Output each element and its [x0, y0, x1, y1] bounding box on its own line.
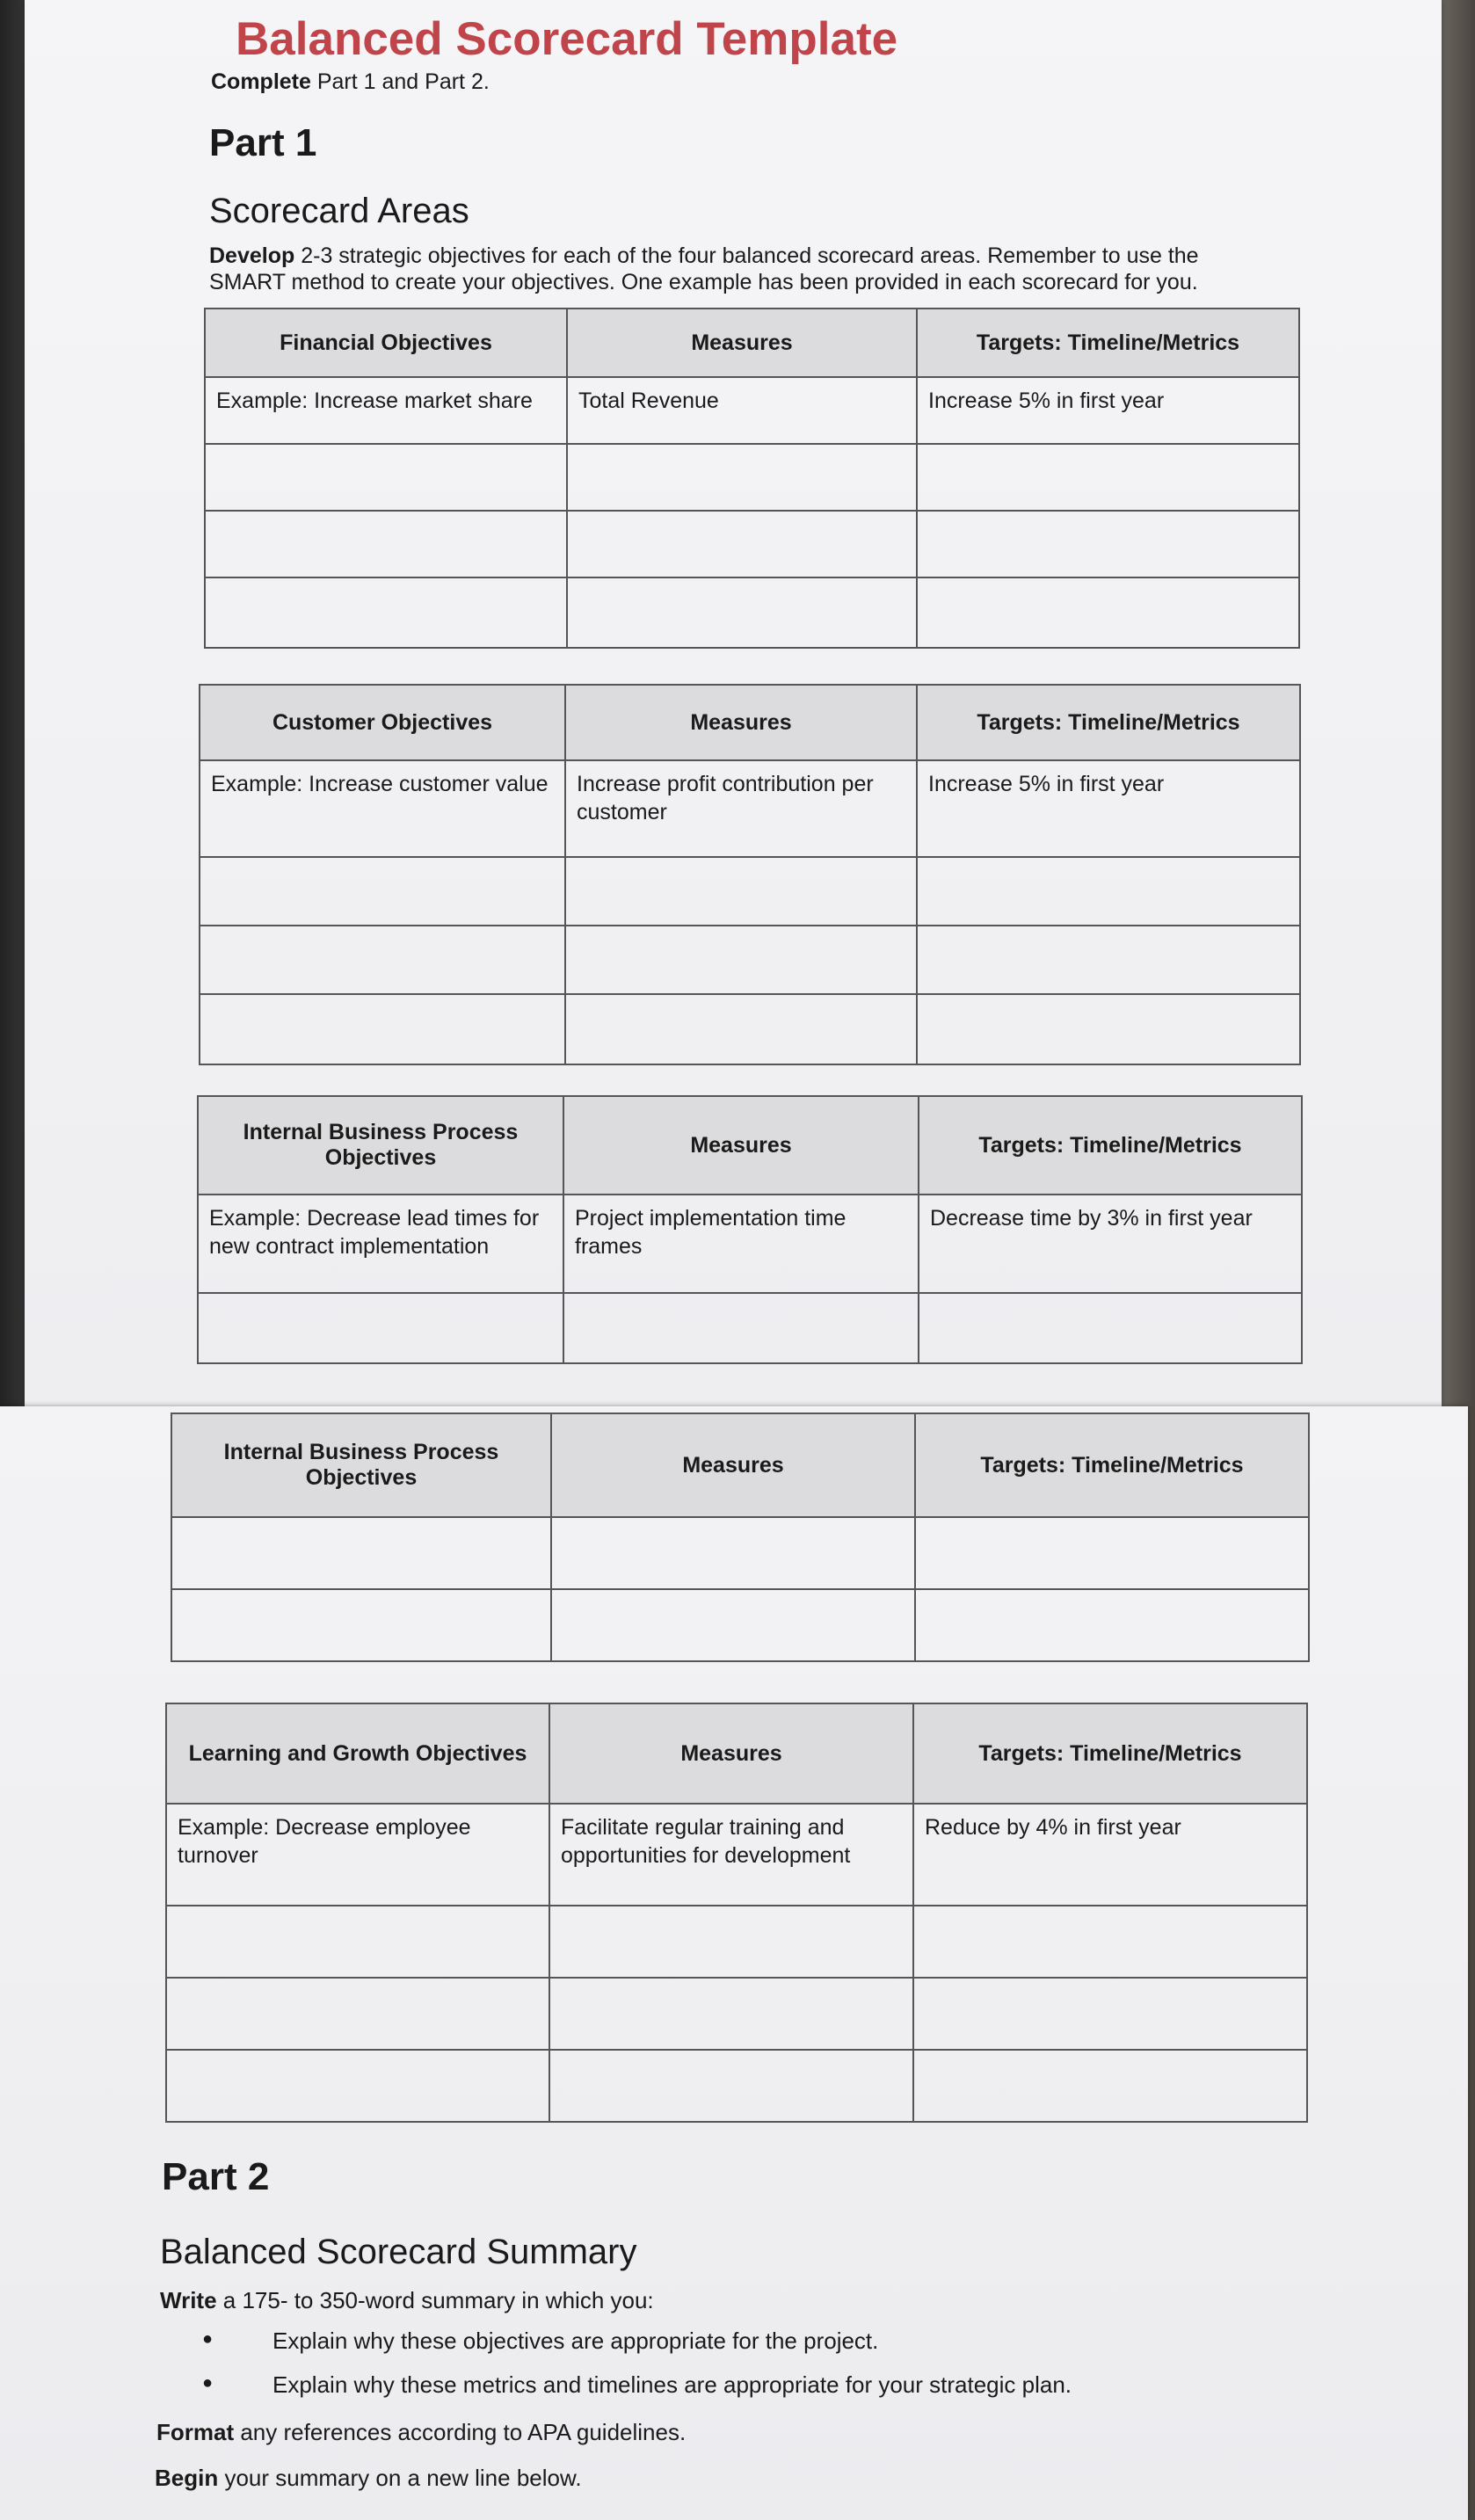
- financial-example-objective[interactable]: Example: Increase market share: [205, 377, 567, 444]
- table-cell[interactable]: [913, 1906, 1307, 1978]
- financial-header-measures: Measures: [567, 309, 917, 377]
- internal1-header-targets: Targets: Timeline/Metrics: [919, 1096, 1302, 1195]
- table-cell[interactable]: [915, 1517, 1309, 1589]
- table-cell[interactable]: [563, 1293, 919, 1363]
- page-one: [25, 0, 1442, 1406]
- table-cell[interactable]: [166, 1906, 549, 1978]
- customer-example-target[interactable]: Increase 5% in first year: [917, 760, 1300, 857]
- financial-header-targets: Targets: Timeline/Metrics: [917, 309, 1299, 377]
- table-cell[interactable]: [565, 857, 917, 926]
- table-cell[interactable]: [551, 1517, 915, 1589]
- table-cell[interactable]: [171, 1589, 551, 1661]
- format-text: any references according to APA guidelines.: [234, 2419, 687, 2445]
- format-keyword: Format: [156, 2419, 235, 2445]
- table-cell[interactable]: [205, 511, 567, 577]
- write-instruction: [160, 2287, 654, 2313]
- table-cell[interactable]: [549, 1978, 913, 2050]
- internal2-header-measures: Measures: [551, 1413, 915, 1517]
- internal1-header-objectives: Internal Business Process Objectives: [198, 1096, 563, 1195]
- develop-line-2: SMART method to create your objectives. One example has been provided in each scorecard for you.: [209, 270, 1198, 294]
- intro-text: Part 1 and Part 2.: [310, 69, 490, 94]
- page-two: [0, 1406, 1468, 2520]
- write-keyword: Write: [160, 2287, 217, 2313]
- table-cell[interactable]: [919, 1293, 1302, 1363]
- internal2-header-objectives: Internal Business Process Objectives: [171, 1413, 551, 1517]
- customer-header-objectives: Customer Objectives: [200, 685, 565, 760]
- intro-line: [211, 69, 490, 95]
- table-cell[interactable]: [913, 2050, 1307, 2122]
- learning-header-measures: Measures: [549, 1703, 913, 1804]
- table-cell[interactable]: [567, 511, 917, 577]
- table-cell[interactable]: [913, 1978, 1307, 2050]
- table-cell[interactable]: [200, 926, 565, 994]
- table-cell[interactable]: [171, 1517, 551, 1589]
- table-cell[interactable]: [917, 857, 1300, 926]
- table-cell[interactable]: [549, 1906, 913, 1978]
- format-instruction: [156, 2419, 686, 2445]
- table-cell[interactable]: [917, 926, 1300, 994]
- internal-process-table-2: [171, 1413, 1310, 1662]
- table-cell[interactable]: [166, 1978, 549, 2050]
- table-cell[interactable]: [551, 1589, 915, 1661]
- learning-example-measure[interactable]: Facilitate regular training and opportunities for development: [549, 1804, 913, 1906]
- customer-header-measures: Measures: [565, 685, 917, 760]
- customer-table: [199, 684, 1301, 1065]
- learning-header-targets: Targets: Timeline/Metrics: [913, 1703, 1307, 1804]
- table-cell[interactable]: [567, 577, 917, 648]
- table-cell[interactable]: [917, 577, 1299, 648]
- table-cell[interactable]: [567, 444, 917, 511]
- internal1-example-measure[interactable]: Project implementation time frames: [563, 1195, 919, 1293]
- develop-keyword: Develop: [209, 243, 295, 268]
- financial-table: [204, 308, 1300, 649]
- intro-keyword: Complete: [211, 69, 311, 94]
- table-cell[interactable]: [200, 857, 565, 926]
- table-cell[interactable]: [917, 994, 1300, 1064]
- learning-growth-table: [165, 1703, 1308, 2123]
- part-one-heading: Part 1: [209, 121, 317, 164]
- table-cell[interactable]: [205, 577, 567, 648]
- internal1-example-target[interactable]: Decrease time by 3% in first year: [919, 1195, 1302, 1293]
- financial-example-measure[interactable]: Total Revenue: [567, 377, 917, 444]
- table-cell[interactable]: [917, 444, 1299, 511]
- learning-example-target[interactable]: Reduce by 4% in first year: [913, 1804, 1307, 1906]
- financial-example-target[interactable]: Increase 5% in first year: [917, 377, 1299, 444]
- document-title: Balanced Scorecard Template: [236, 13, 898, 65]
- internal1-header-measures: Measures: [563, 1096, 919, 1195]
- customer-header-targets: Targets: Timeline/Metrics: [917, 685, 1300, 760]
- table-cell[interactable]: [565, 926, 917, 994]
- write-text: a 175- to 350-word summary in which you:: [216, 2287, 654, 2313]
- internal1-example-objective[interactable]: Example: Decrease lead times for new contract implementation: [198, 1195, 563, 1293]
- table-cell[interactable]: [917, 511, 1299, 577]
- table-cell[interactable]: [166, 2050, 549, 2122]
- summary-heading: Balanced Scorecard Summary: [160, 2233, 637, 2271]
- begin-instruction: [155, 2465, 582, 2491]
- part-two-heading: Part 2: [162, 2155, 270, 2198]
- table-cell[interactable]: [549, 2050, 913, 2122]
- table-cell[interactable]: [205, 444, 567, 511]
- begin-keyword: Begin: [155, 2465, 219, 2491]
- summary-bullets: [176, 2328, 1072, 2415]
- customer-example-measure[interactable]: Increase profit contribution per customer: [565, 760, 917, 857]
- list-item: ● Explain why these metrics and timelines are appropriate for your strategic plan.: [176, 2371, 1072, 2415]
- table-cell[interactable]: [200, 994, 565, 1064]
- customer-example-objective[interactable]: Example: Increase customer value: [200, 760, 565, 857]
- table-cell[interactable]: [565, 994, 917, 1064]
- develop-line-1: 2-3 strategic objectives for each of the four balanced scorecard areas. Remember to use the: [294, 243, 1199, 268]
- table-cell[interactable]: [915, 1589, 1309, 1661]
- table-cell[interactable]: [198, 1293, 563, 1363]
- learning-example-objective[interactable]: Example: Decrease employee turnover: [166, 1804, 549, 1906]
- begin-text: your summary on a new line below.: [218, 2465, 582, 2491]
- develop-instructions: [209, 243, 1352, 295]
- scorecard-areas-heading: Scorecard Areas: [209, 192, 469, 230]
- internal-process-table-1: [197, 1095, 1303, 1364]
- list-item: ● Explain why these objectives are appropriate for the project.: [176, 2328, 1072, 2371]
- financial-header-objectives: Financial Objectives: [205, 309, 567, 377]
- internal2-header-targets: Targets: Timeline/Metrics: [915, 1413, 1309, 1517]
- learning-header-objectives: Learning and Growth Objectives: [166, 1703, 549, 1804]
